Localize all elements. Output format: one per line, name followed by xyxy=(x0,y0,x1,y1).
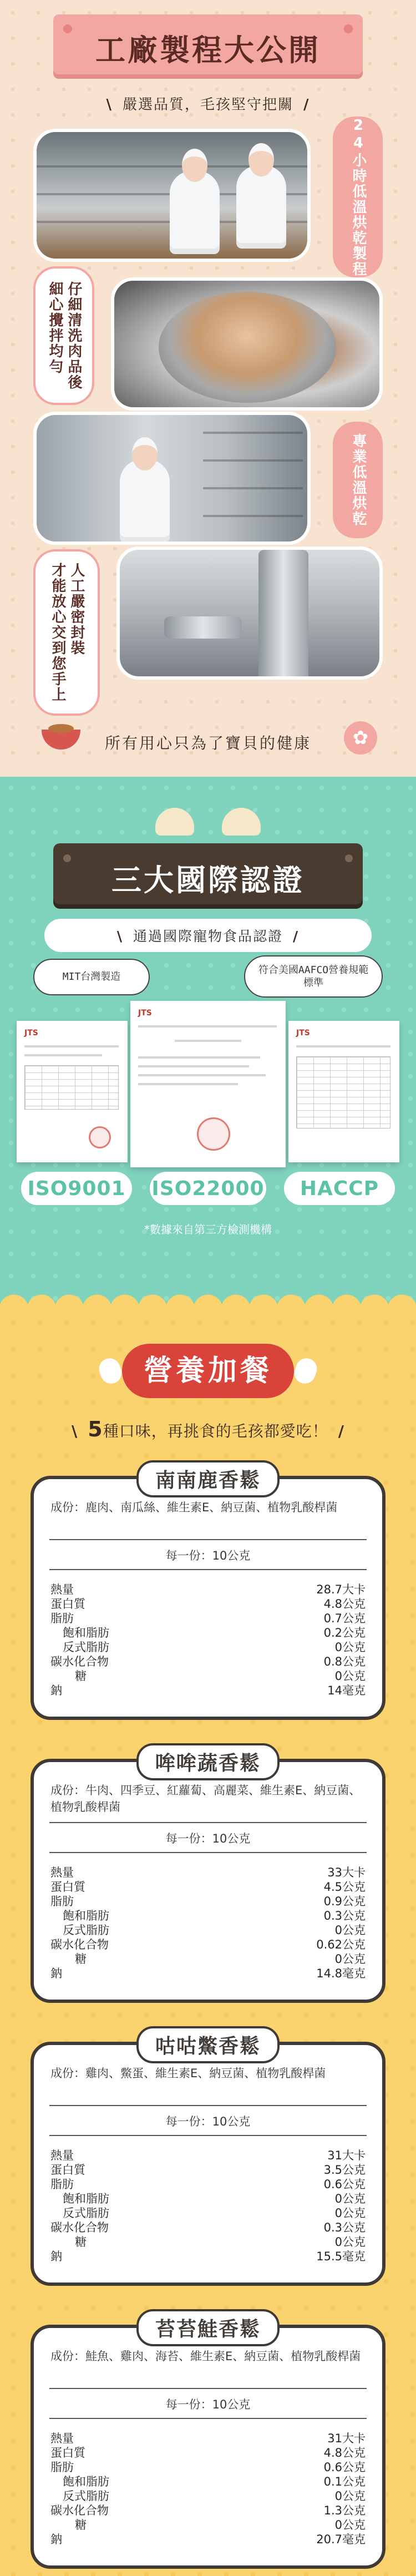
nutrient-value: 0公克 xyxy=(334,1669,366,1683)
wave-divider xyxy=(0,1276,416,1309)
card-title-wrap xyxy=(136,1460,280,1497)
cert-subtitle-row: \ 通過國際寵物食品認證 / xyxy=(116,928,300,944)
nutrition-card xyxy=(31,1752,385,2003)
nutrient-label: 糖 xyxy=(75,1952,87,1966)
cert-subtitle-box xyxy=(44,919,372,952)
nutrition-row xyxy=(50,1966,366,1981)
nutrition-row xyxy=(50,2460,366,2474)
factory-section xyxy=(0,0,416,777)
jts-logo-icon: JTS xyxy=(24,1029,38,1038)
card-title-wrap xyxy=(136,1743,280,1780)
card-title: 哞哞蔬香鬆 xyxy=(155,1752,261,1775)
nutrient-value: 15.5毫克 xyxy=(316,2250,366,2263)
bubble-2-line-2: 細心攪拌均勻 xyxy=(47,281,63,374)
bubble-4-line-1: 人工嚴密封裝 xyxy=(68,563,85,656)
certificate-document xyxy=(17,1021,128,1162)
nutrition-row xyxy=(50,2489,366,2503)
card-ingredients: 成份：鮭魚、雞肉、海苔、維生素E、納豆菌、植物乳酸桿菌 xyxy=(50,2350,361,2363)
nutrient-value: 0.62公克 xyxy=(316,1938,366,1951)
factory-title: 工廠製程大公開 xyxy=(95,33,321,68)
cert-title-banner xyxy=(53,843,363,904)
nutrient-value: 0.3公克 xyxy=(323,1909,366,1922)
nutrition-row xyxy=(50,1654,366,1669)
bubble-3-text: 專業低溫烘乾 xyxy=(349,433,367,527)
nutrient-value: 33大卡 xyxy=(327,1866,366,1879)
nutrition-row xyxy=(50,1923,366,1937)
seal-icon xyxy=(89,1126,111,1148)
nutrient-label: 脂肪 xyxy=(50,2461,74,2474)
card-title: 咕咕鱉香鬆 xyxy=(155,2035,261,2058)
divider xyxy=(49,1852,367,1853)
nutrient-label: 鈉 xyxy=(50,1684,62,1697)
nutrient-value: 14.8毫克 xyxy=(316,1967,366,1980)
note-mit: MIT台灣製造 xyxy=(33,959,150,995)
nutrition-row xyxy=(50,2532,366,2547)
nutrition-row xyxy=(50,1669,366,1683)
nutrient-value: 31大卡 xyxy=(327,2432,366,2445)
nutrient-value: 0公克 xyxy=(334,2489,366,2503)
nutrient-label: 反式脂肪 xyxy=(63,1924,109,1937)
nutrient-value: 20.7毫克 xyxy=(316,2533,366,2546)
factory-subtitle-row xyxy=(0,93,416,114)
card-ingredients: 成份：雞肉、鱉蛋、維生素E、納豆菌、植物乳酸桿菌 xyxy=(50,2067,326,2080)
nutrient-label: 糖 xyxy=(75,1669,87,1683)
divider xyxy=(49,2388,367,2389)
card-title-wrap xyxy=(136,2026,280,2063)
nutrient-label: 飽和脂肪 xyxy=(63,1909,109,1922)
nutrient-value: 0.2公克 xyxy=(323,1626,366,1639)
nutrient-label: 脂肪 xyxy=(50,2178,74,2191)
slash-decoration: / xyxy=(303,97,310,113)
factory-photo-mixing xyxy=(111,277,383,411)
nutrient-label: 糖 xyxy=(75,2518,87,2532)
nutrient-value: 0.7公克 xyxy=(323,1612,366,1625)
nutrition-rows xyxy=(50,2148,366,2264)
nutrient-label: 糖 xyxy=(75,2235,87,2249)
card-title: 南南鹿香鬆 xyxy=(155,1469,261,1492)
nutrient-label: 碳水化合物 xyxy=(50,1938,109,1951)
nutrition-section xyxy=(0,1309,416,2576)
nutrient-label: 反式脂肪 xyxy=(63,1641,109,1654)
nutrient-label: 碳水化合物 xyxy=(50,2221,109,2234)
worker-figure xyxy=(170,171,220,254)
nutrient-label: 蛋白質 xyxy=(50,2446,85,2459)
jts-logo-icon: JTS xyxy=(138,1009,152,1018)
nutrient-label: 熱量 xyxy=(50,1866,74,1879)
nutrition-row xyxy=(50,1597,366,1611)
factory-title-banner xyxy=(53,14,363,74)
bone-icon xyxy=(291,1355,319,1386)
factory-tagline: 所有用心只為了寶貝的健康 xyxy=(104,734,311,752)
seal-icon xyxy=(197,1117,230,1151)
nutrition-row xyxy=(50,1640,366,1654)
nutrient-label: 飽和脂肪 xyxy=(63,2192,109,2205)
nutrient-value: 0公克 xyxy=(334,1952,366,1966)
nutrient-value: 0公克 xyxy=(334,2206,366,2220)
badge-haccp: HACCP xyxy=(284,1172,395,1205)
flavor-count: 5 xyxy=(88,1417,103,1441)
card-serving: 每一份：10公克 xyxy=(165,2115,251,2128)
nutrient-label: 碳水化合物 xyxy=(50,1655,109,1668)
card-serving: 每一份：10公克 xyxy=(165,1832,251,1845)
packaging-machine xyxy=(258,550,308,680)
bubble-4-line-2: 才能放心交到您手上 xyxy=(49,563,66,702)
nutrient-value: 4.5公克 xyxy=(323,1880,366,1894)
nutrition-row xyxy=(50,1611,366,1626)
nutrient-value: 14毫克 xyxy=(327,1684,366,1697)
nutrition-row xyxy=(50,1683,366,1698)
nutrient-label: 飽和脂肪 xyxy=(63,1626,109,1639)
nutrient-label: 鈉 xyxy=(50,2250,62,2263)
nutrition-card xyxy=(31,2318,385,2569)
nutrient-value: 28.7大卡 xyxy=(316,1583,366,1596)
nutrition-row xyxy=(50,2177,366,2192)
nutrient-value: 0.6公克 xyxy=(323,2461,366,2474)
nutrient-label: 脂肪 xyxy=(50,1895,74,1908)
note-aafco: 符合美國AAFCO營養規範標準 xyxy=(244,955,383,998)
card-ingredients: 成份：鹿肉、南瓜絲、維生素E、納豆菌、植物乳酸桿菌 xyxy=(50,1501,338,1514)
paw-icon: ✿ xyxy=(344,721,377,755)
bubble-1-text-b: 小時低溫烘乾製程 xyxy=(349,153,367,277)
cert-title: 三大國際認證 xyxy=(111,863,305,898)
card-serving: 每一份：10公克 xyxy=(165,2398,251,2411)
nutrition-row xyxy=(50,1909,366,1923)
nutrient-value: 31大卡 xyxy=(327,2149,366,2162)
nutrition-subtitle-row: \ 5種口味，再挑食的毛孩都愛吃！ / xyxy=(72,1417,344,1441)
bone-icon xyxy=(96,1355,124,1386)
nutrient-value: 0公克 xyxy=(334,1641,366,1654)
nutrient-label: 蛋白質 xyxy=(50,1597,85,1611)
nutrient-value: 4.8公克 xyxy=(323,1597,366,1611)
nutrition-row xyxy=(50,2148,366,2163)
certification-section xyxy=(0,777,416,1309)
nutrition-row xyxy=(50,2431,366,2446)
divider xyxy=(49,2105,367,2106)
nutrition-row xyxy=(50,1865,366,1880)
cat-ears-decoration xyxy=(155,808,194,836)
nutrition-row xyxy=(50,2518,366,2532)
card-title: 苔苔鮭香鬆 xyxy=(155,2318,261,2341)
nutrient-label: 蛋白質 xyxy=(50,1880,85,1894)
factory-photo-oven xyxy=(33,412,311,545)
nutrient-label: 反式脂肪 xyxy=(63,2489,109,2503)
divider xyxy=(49,1569,367,1570)
nutrient-value: 0.8公克 xyxy=(323,1655,366,1668)
cert-subtitle: 通過國際寵物食品認證 xyxy=(133,928,283,944)
nutrient-value: 0.6公克 xyxy=(323,2178,366,2191)
nutrient-value: 0.1公克 xyxy=(323,2475,366,2488)
nutrient-value: 0公克 xyxy=(334,2192,366,2205)
nutrition-card xyxy=(31,2035,385,2286)
nutrition-row xyxy=(50,2220,366,2235)
nutrient-value: 3.5公克 xyxy=(323,2163,366,2177)
nutrition-subtitle: 種口味，再挑食的毛孩都愛吃！ xyxy=(103,1422,328,1440)
nutrient-label: 反式脂肪 xyxy=(63,2206,109,2220)
nutrition-row xyxy=(50,1894,366,1909)
factory-bubble-3 xyxy=(333,422,383,538)
nutrition-row xyxy=(50,1626,366,1640)
factory-bubble-2 xyxy=(33,266,94,405)
nutrition-rows xyxy=(50,2431,366,2547)
nutrient-label: 碳水化合物 xyxy=(50,2504,109,2517)
cert-footnote: *數據來自第三方檢測機構 xyxy=(144,1223,272,1236)
factory-subtitle: 嚴選品質，毛孩堅守把關 xyxy=(122,97,293,113)
nutrient-label: 鈉 xyxy=(50,2533,62,2546)
divider xyxy=(49,2418,367,2419)
nutrition-row xyxy=(50,1952,366,1966)
card-title-wrap xyxy=(136,2309,280,2346)
nutrition-card xyxy=(31,1469,385,1720)
cat-ears-decoration xyxy=(222,808,261,836)
nutrition-title: 營養加餐 xyxy=(122,1344,294,1398)
mixing-bowl xyxy=(159,292,336,403)
nutrition-row xyxy=(50,2503,366,2518)
nutrition-rows xyxy=(50,1582,366,1698)
certificate-document xyxy=(288,1021,399,1162)
nutrition-row xyxy=(50,2192,366,2206)
nutrient-label: 飽和脂肪 xyxy=(63,2475,109,2488)
certificate-document xyxy=(130,1001,286,1167)
nutrition-row xyxy=(50,1582,366,1597)
nutrient-value: 4.8公克 xyxy=(323,2446,366,2459)
factory-photo-drying-racks xyxy=(33,129,311,262)
card-serving: 每一份：10公克 xyxy=(165,1549,251,1562)
nutrition-row xyxy=(50,2163,366,2177)
nutrition-row xyxy=(50,2235,366,2249)
nutrient-label: 熱量 xyxy=(50,2432,74,2445)
factory-photo-packaging xyxy=(116,546,383,680)
slash-decoration: \ xyxy=(106,97,113,113)
worker-figure xyxy=(120,459,170,543)
badge-iso22000: ISO22000 xyxy=(150,1172,266,1205)
nutrition-rows xyxy=(50,1865,366,1981)
nutrient-label: 熱量 xyxy=(50,1583,74,1596)
nutrient-value: 0.3公克 xyxy=(323,2221,366,2234)
nutrition-row xyxy=(50,1937,366,1952)
nutrient-value: 1.3公克 xyxy=(323,2504,366,2517)
nutrition-row xyxy=(50,1880,366,1894)
divider xyxy=(49,1822,367,1823)
card-ingredients: 成份：牛肉、四季豆、紅蘿蔔、高麗菜、維生素E、納豆菌、植物乳酸桿菌 xyxy=(50,1784,361,1814)
nutrient-value: 0公克 xyxy=(334,2518,366,2532)
divider xyxy=(49,1539,367,1540)
nutrient-label: 熱量 xyxy=(50,2149,74,2162)
badge-iso9001: ISO9001 xyxy=(21,1172,132,1205)
nutrition-row xyxy=(50,2446,366,2460)
factory-bubble-1 xyxy=(333,117,383,277)
nutrient-label: 脂肪 xyxy=(50,1612,74,1625)
factory-bubble-4 xyxy=(33,549,100,716)
bubble-2-line-1: 仔細清洗肉品後 xyxy=(65,281,82,390)
divider xyxy=(49,2135,367,2136)
nutrient-value: 0公克 xyxy=(334,2235,366,2249)
nutrient-value: 0.9公克 xyxy=(323,1895,366,1908)
nutrition-title-wrap xyxy=(122,1344,294,1398)
nutrient-label: 蛋白質 xyxy=(50,2163,85,2177)
nutrient-label: 鈉 xyxy=(50,1967,62,1980)
worker-figure xyxy=(236,165,286,249)
nutrition-row xyxy=(50,2249,366,2264)
bubble-1-text-a: 24 xyxy=(349,117,367,153)
nutrition-row xyxy=(50,2474,366,2489)
nutrient-value: 0公克 xyxy=(334,1924,366,1937)
jts-logo-icon: JTS xyxy=(296,1029,310,1038)
nutrition-row xyxy=(50,2206,366,2220)
